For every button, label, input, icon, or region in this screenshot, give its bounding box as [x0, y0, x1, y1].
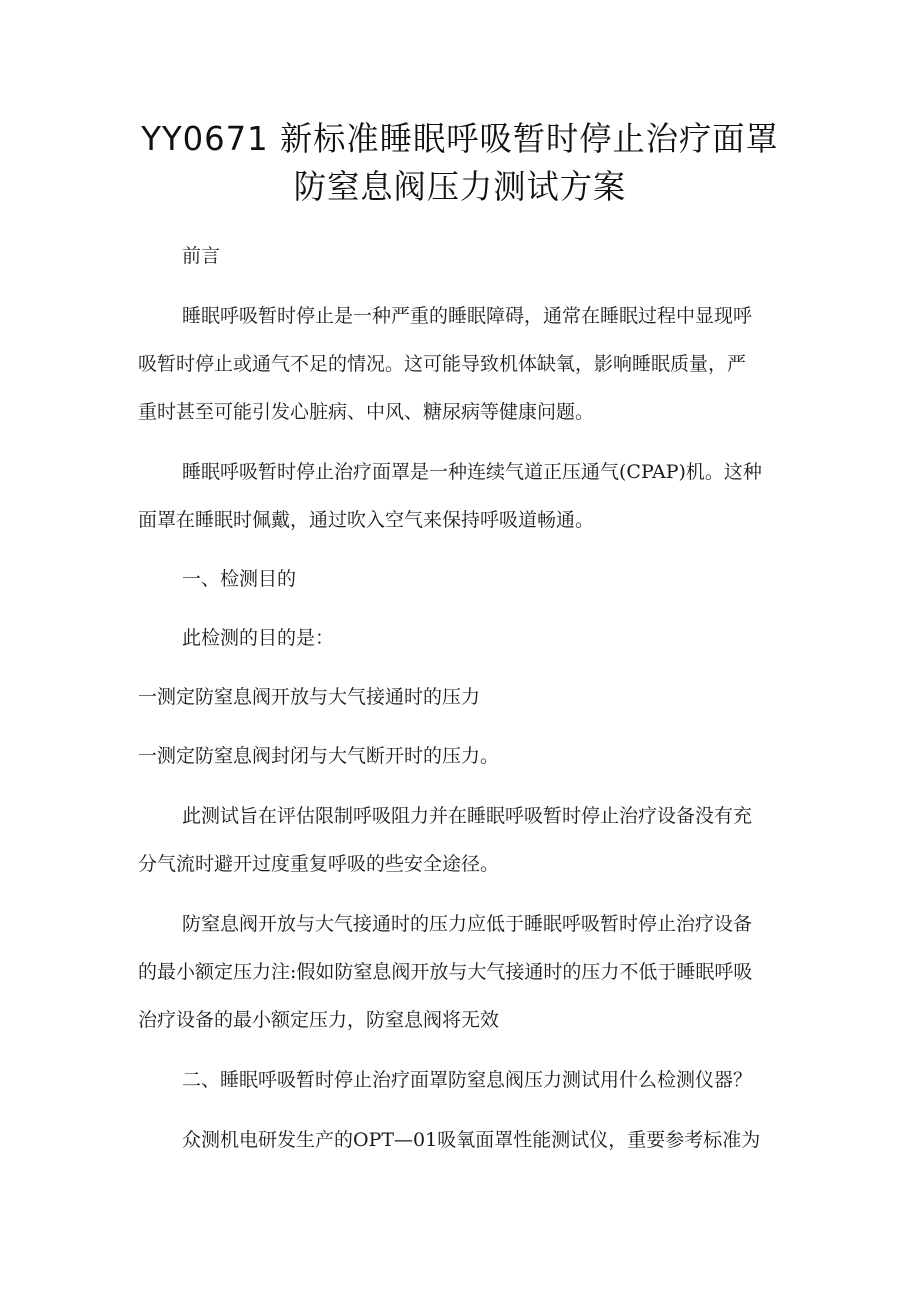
paragraph-4-line-2: 的最小额定压力注:假如防窒息阀开放与大气接通时的压力不低于睡眠呼吸 [138, 961, 753, 983]
section-1-heading: 一、检测目的 [182, 568, 297, 590]
preface-heading: 前言 [182, 245, 221, 267]
paragraph-2-line-1: 睡眠呼吸暂时停止治疗面罩是一种连续气道正压通气(CPAP)机。这种 [182, 461, 762, 483]
paragraph-3-line-1: 此测试旨在评估限制呼吸阻力并在睡眠呼吸暂时停止治疗设备没有充 [182, 805, 753, 827]
section-2-heading: 二、睡眠呼吸暂时停止治疗面罩防窒息阀压力测试用什么检测仪器？ [182, 1069, 753, 1091]
paragraph-5-line-1: 众测机电研发生产的OPT—01吸氧面罩性能测试仪，重要参考标准为 [182, 1129, 761, 1151]
paragraph-4-line-1: 防窒息阀开放与大气接通时的压力应低于睡眠呼吸暂时停止治疗设备 [182, 913, 753, 935]
document-title-line2: 防窒息阀压力测试方案 [293, 167, 627, 206]
paragraph-3-line-2: 分气流时避开过度重复呼吸的些安全途径。 [138, 853, 500, 875]
purpose-item-2: 一测定防窒息阀封闭与大气断开时的压力。 [138, 745, 500, 767]
paragraph-1-line-2: 吸暂时停止或通气不足的情况。这可能导致机体缺氧，影响睡眠质量，严 [138, 353, 747, 375]
purpose-intro: 此检测的目的是： [182, 627, 335, 649]
purpose-item-1: 一测定防窒息阀开放与大气接通时的压力 [138, 686, 481, 708]
paragraph-1-line-3: 重时甚至可能引发心脏病、中风、糖尿病等健康问题。 [138, 401, 595, 423]
document-title-line1: YY0671 新标准睡眠呼吸暂时停止治疗面罩 [141, 119, 779, 158]
paragraph-4-line-3: 治疗设备的最小额定压力，防窒息阀将无效 [138, 1009, 500, 1031]
paragraph-1-line-1: 睡眠呼吸暂时停止是一种严重的睡眠障碍，通常在睡眠过程中显现呼 [182, 305, 753, 327]
paragraph-2-line-2: 面罩在睡眠时佩戴，通过吹入空气来保持呼吸道畅通。 [138, 509, 595, 531]
